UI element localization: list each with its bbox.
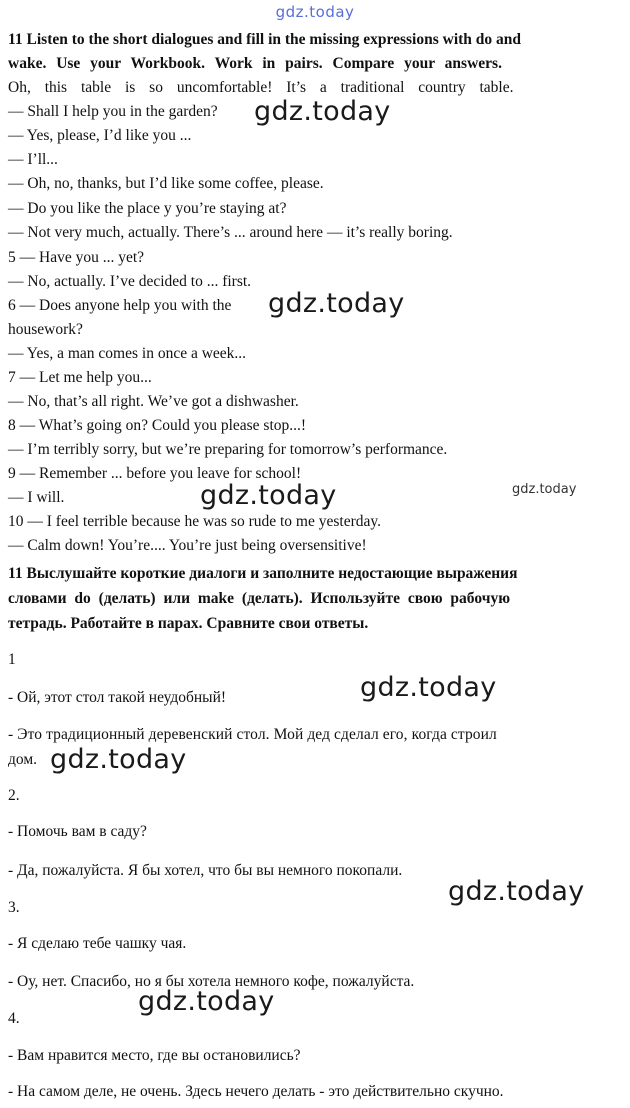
russian-line-4: дом. xyxy=(8,751,38,768)
watermark-3: gdz.today xyxy=(200,480,337,511)
english-line-17: 9 — Remember ... before you leave for school! xyxy=(8,465,302,482)
english-line-6: — Do you like the place y you’re staying at? xyxy=(8,200,287,217)
russian-task-heading-line-3: тетрадь. Работайте в парах. Сравните свои ответы. xyxy=(8,615,369,632)
english-line-20: — Calm down! You’re.... You’re just being oversensitive! xyxy=(8,537,367,554)
english-line-7: — Not very much, actually. There’s ... around here — it’s really boring. xyxy=(8,224,453,241)
english-line-16: — I’m terribly sorry, but we’re preparing for tomorrow’s performance. xyxy=(8,441,448,458)
watermark-2: gdz.today xyxy=(268,288,405,319)
russian-line-2: - Ой, этот стол такой неудобный! xyxy=(8,689,227,706)
english-line-5: — Oh, no, thanks, but I’d like some coffee, please. xyxy=(8,175,324,192)
watermark-8: gdz.today xyxy=(138,986,275,1017)
english-line-2: — Shall I help you in the garden? xyxy=(8,103,218,120)
english-line-12: — Yes, a man comes in once a week... xyxy=(8,345,247,362)
russian-line-7: - Да, пожалуйста. Я бы хотел, что бы вы немного покопали. xyxy=(8,862,403,879)
watermark-7: gdz.today xyxy=(448,876,585,907)
russian-line-10: - Оу, нет. Спасибо, но я бы хотела немного кофе, пожалуйста. xyxy=(8,973,415,990)
english-line-1: Oh, this table is so uncomfortable! It’s a traditional country table. xyxy=(8,79,514,96)
russian-task-heading-line-1: 11 Выслушайте короткие диалоги и заполните недостающие выражения xyxy=(8,565,518,582)
english-task-heading-line-1: 11 Listen to the short dialogues and fill in the missing expressions with do and xyxy=(8,31,522,48)
russian-line-8: 3. xyxy=(8,899,20,916)
watermark-6: gdz.today xyxy=(50,744,187,775)
english-line-3: — Yes, please, I’d like you ... xyxy=(8,127,192,144)
english-line-11: housework? xyxy=(8,321,83,338)
header-watermark: gdz.today xyxy=(275,3,355,21)
russian-task-heading-line-2: словами do (делать) или make (делать). Используйте свою рабочую xyxy=(8,590,511,607)
russian-line-13: - На самом деле, не очень. Здесь нечего делать - это действительно скучно. xyxy=(8,1083,504,1100)
english-line-15: 8 — What’s going on? Could you please stop...! xyxy=(8,417,307,434)
english-task-heading-line-2: wake. Use your Workbook. Work in pairs. Compare your answers. xyxy=(8,55,502,72)
english-line-9: — No, actually. I’ve decided to ... first. xyxy=(8,273,252,290)
russian-line-1: 1 xyxy=(8,651,16,668)
english-line-4: — I’ll... xyxy=(8,151,58,168)
russian-line-12: - Вам нравится место, где вы остановились? xyxy=(8,1047,301,1064)
english-line-13: 7 — Let me help you... xyxy=(8,369,152,386)
russian-line-3: - Это традиционный деревенский стол. Мой дед сделал его, когда строил xyxy=(8,726,497,743)
russian-line-6: - Помочь вам в саду? xyxy=(8,823,147,840)
watermark-1: gdz.today xyxy=(254,96,391,127)
watermark-4: gdz.today xyxy=(512,482,577,497)
english-line-18: — I will. xyxy=(8,489,65,506)
watermark-5: gdz.today xyxy=(360,672,497,703)
russian-line-5: 2. xyxy=(8,787,20,804)
english-line-8: 5 — Have you ... yet? xyxy=(8,249,145,266)
english-line-19: 10 — I feel terrible because he was so rude to me yesterday. xyxy=(8,513,381,530)
russian-line-9: - Я сделаю тебе чашку чая. xyxy=(8,935,187,952)
english-line-14: — No, that’s all right. We’ve got a dishwasher. xyxy=(8,393,299,410)
english-line-10: 6 — Does anyone help you with the xyxy=(8,297,232,314)
russian-line-11: 4. xyxy=(8,1010,20,1027)
